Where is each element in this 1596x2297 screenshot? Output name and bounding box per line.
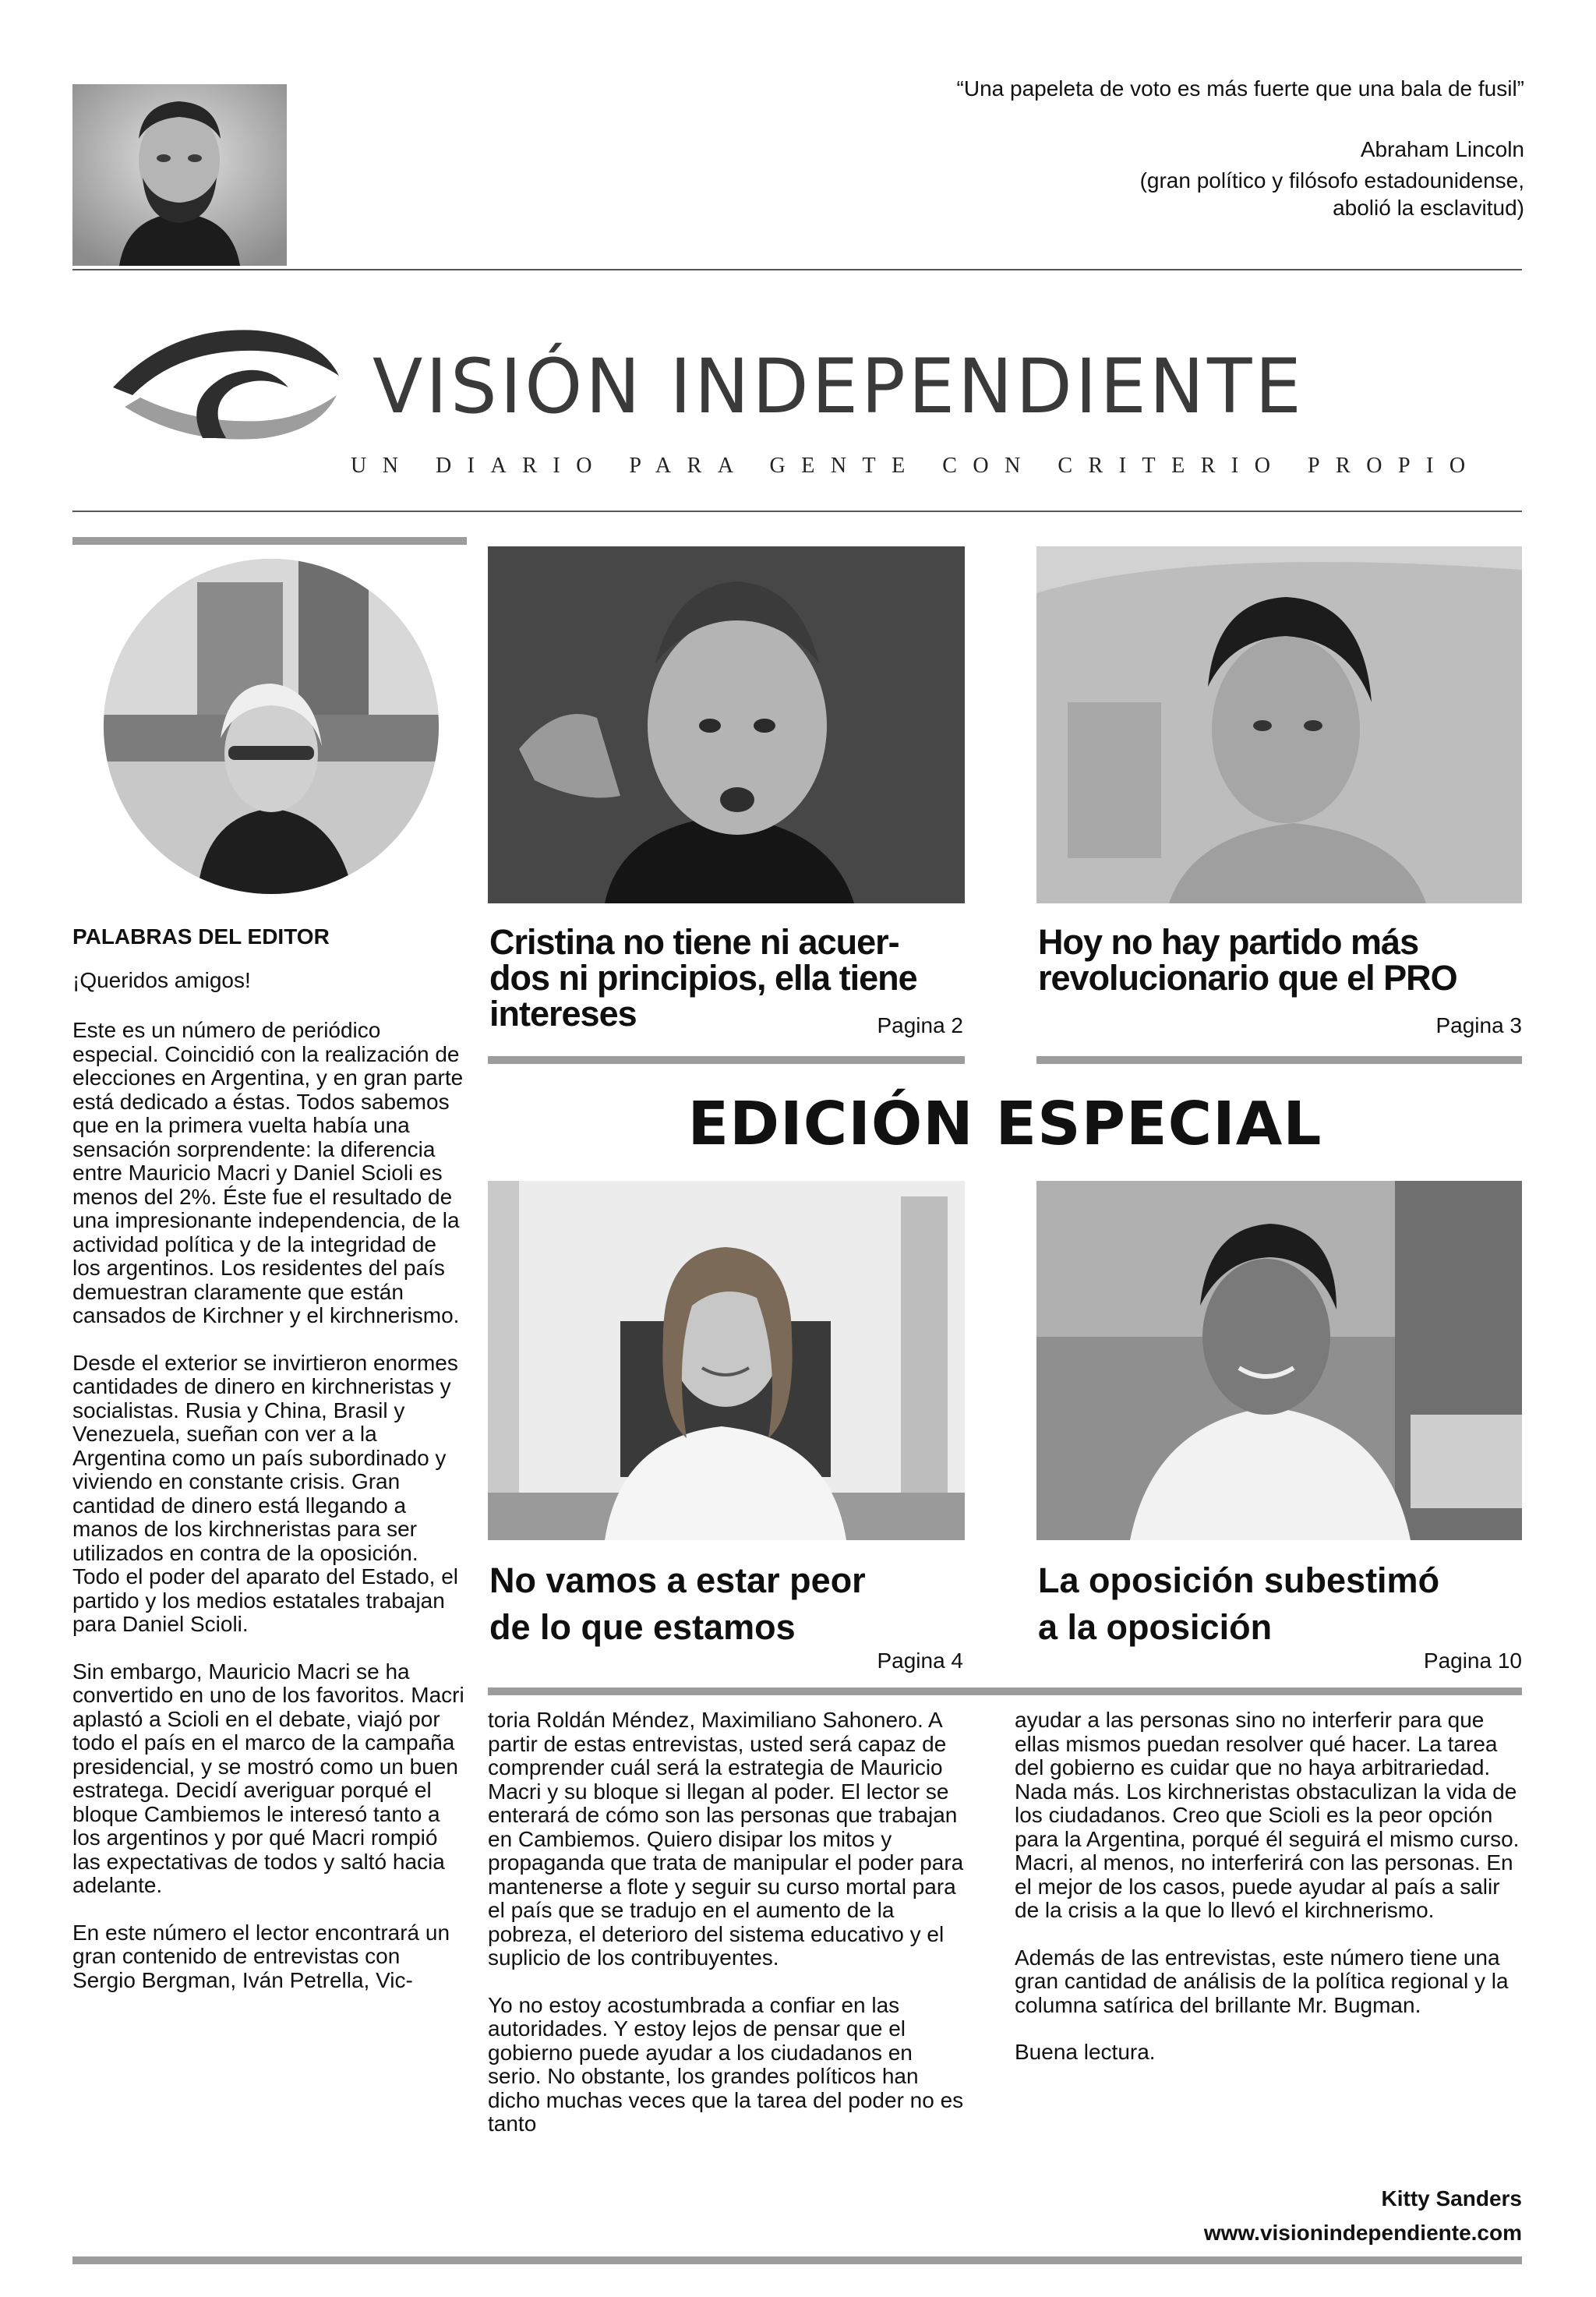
- story-1-headline-line-2: dos ni principios, ella tiene: [489, 958, 917, 998]
- quote-author: Abraham Lincoln: [1360, 137, 1524, 161]
- story-3-page-link[interactable]: Pagina 4: [877, 1649, 963, 1673]
- editor-paragraph-9: Buena lectura.: [1015, 2040, 1156, 2064]
- footer-bar: [72, 2256, 1522, 2264]
- story-2-headline-line-2: revolucionario que el PRO: [1038, 958, 1457, 998]
- story-4-headline-line-1: La oposición subestimó: [1038, 1560, 1440, 1600]
- story-2-headline: [1038, 924, 1529, 996]
- story-2-page-link[interactable]: Pagina 3: [1435, 1013, 1522, 1037]
- story-2-photo: [1036, 546, 1522, 903]
- story-4-photo: [1036, 1181, 1522, 1540]
- story-3-headline: [489, 1557, 973, 1651]
- quote-author-description-2: abolió la esclavitud): [1333, 196, 1524, 220]
- editor-paragraph-7: ayudar a las personas sino no interferir para que ellas mismos puedan resolver qué hacer. La tarea del gobierno es cuidar que no haya arbitrariedad. Nada más. Los kirchneristas obstaculizan la vida de los ciudadanos. Creo que Scioli es la peor opción para la Argentina, porqué él seguirá el mismo curso. Macri, al menos, no interferirá con las personas. En el mejor de los casos, puede ayudar al país a salir de la crisis a la que lo llevó el kirchnerismo.: [1015, 1708, 1520, 1922]
- lincoln-portrait: [72, 84, 287, 266]
- editor-heading: PALABRAS DEL EDITOR: [72, 924, 330, 949]
- editor-signature: Kitty Sanders: [1381, 2186, 1522, 2210]
- lower-stories-bar: [488, 1687, 1522, 1695]
- story-1-headline-line-3: intereses: [489, 994, 637, 1034]
- story-3-photo: [488, 1181, 965, 1540]
- editor-paragraph-2: Desde el exterior se invirtieron enormes cantidades de dinero en kirchneristas y socialistas. Rusia y China, Brasil y Venezuela, sueñan con ver a la Argentina como un país subordinado y viviendo en constante crisis. Gran cantidad de dinero está llegando a manos de los kirchneristas para ser utilizados en contra de la oposición. Todo el poder del aparato del Estado, el partido y los medios estatales trabajan para Daniel Scioli.: [72, 1350, 459, 1636]
- masthead-tagline: UN DIARIO PARA GENTE CON CRITERIO PROPIO: [351, 454, 1481, 478]
- website-link[interactable]: www.visionindependiente.com: [1203, 2221, 1522, 2245]
- story-2-headline-line-1: Hoy no hay partido más: [1038, 922, 1419, 962]
- quote-text: “Una papeleta de voto es más fuerte que una bala de fusil”: [956, 76, 1524, 101]
- editor-top-bar: [72, 537, 467, 545]
- story-1-bottom-bar: [488, 1056, 965, 1064]
- story-4-headline: [1038, 1557, 1529, 1651]
- editor-portrait: [104, 559, 439, 894]
- editor-paragraph-6: Yo no estoy acostumbrada a confiar en las autoridades. Y estoy lejos de pensar que el gobierno puede ayudar a los ciudadanos en serio. No obstante, los grandes políticos han dicho muchas veces que la tarea del poder no es tanto: [488, 1992, 964, 2136]
- story-1-page-link[interactable]: Pagina 2: [877, 1013, 963, 1037]
- editor-paragraph-8: Además de las entrevistas, este número tiene una gran cantidad de análisis de la política regional y la columna satírica del brillante Mr. Bugman.: [1015, 1945, 1509, 2017]
- editor-column-3: [1015, 1709, 1522, 2065]
- editor-paragraph-5: toria Roldán Méndez, Maximiliano Sahonero. A partir de estas entrevistas, usted será capaz de comprender cuál será la estrategia de Mauricio Macri y su bloque si llegan al poder. El lector se enterará de cómo son las personas que trabajan en Cambiemos. Quiero disipar los mitos y propaganda que trata de manipular el poder para mantenerse a flote y seguir su curso mortal para el país que se tradujo en el aumento de la pobreza, el deterioro del sistema educativo y el suplicio de los contribuyentes.: [488, 1708, 964, 1970]
- story-2-bottom-bar: [1036, 1056, 1522, 1064]
- quote-author-description-1: (gran político y filósofo estadounidense,: [1139, 168, 1524, 193]
- masthead-title: VISIÓN INDEPENDIENTE: [373, 343, 1305, 430]
- story-4-headline-line-2: a la oposición: [1038, 1607, 1273, 1647]
- editor-paragraph-1: Este es un número de periódico especial. Coincidió con la realización de elecciones en Argentina, y en gran parte está dedicado a éstas. Todos sabemos que en la primera vuelta había una sensación sorprendente: la diferencia entre Mauricio Macri y Daniel Scioli es menos del 2%. Éste fue el resultado de una impresionante independencia, de la actividad política y de la integridad de los argentinos. Los residentes del país demuestran claramente que están cansados de Kirchner y el kirchnerismo.: [72, 1018, 464, 1327]
- story-3-headline-line-2: de lo que estamos: [489, 1607, 796, 1647]
- editor-greeting: ¡Queridos amigos!: [72, 968, 251, 992]
- special-edition-title: EDICIÓN ESPECIAL: [687, 1090, 1322, 1159]
- editor-column-2: [488, 1709, 966, 2160]
- story-1-photo: [488, 546, 965, 903]
- masthead-divider: [72, 511, 1522, 512]
- story-1-headline-line-1: Cristina no tiene ni acuer-: [489, 922, 899, 962]
- top-divider: [72, 269, 1522, 270]
- editor-column-1: [72, 1019, 468, 2016]
- editor-paragraph-3: Sin embargo, Mauricio Macri se ha convertido en uno de los favoritos. Macri aplastó a Scioli en el debate, viajó por todo el país en el marco de la campaña presidencial, y se mostró como un buen estratega. Decidí averiguar porqué el bloque Cambiemos le interesó tanto a los argentinos y por qué Macri rompió las expectativas de todos y saltó hacia adelante.: [72, 1659, 464, 1897]
- masthead-eye-logo: [109, 321, 343, 454]
- editor-paragraph-4: En este número el lector encontrará un gran contenido de entrevistas con Sergio Bergman, Iván Petrella, Vic-: [72, 1920, 450, 1992]
- story-3-headline-line-1: No vamos a estar peor: [489, 1560, 866, 1600]
- story-4-page-link[interactable]: Pagina 10: [1423, 1649, 1522, 1673]
